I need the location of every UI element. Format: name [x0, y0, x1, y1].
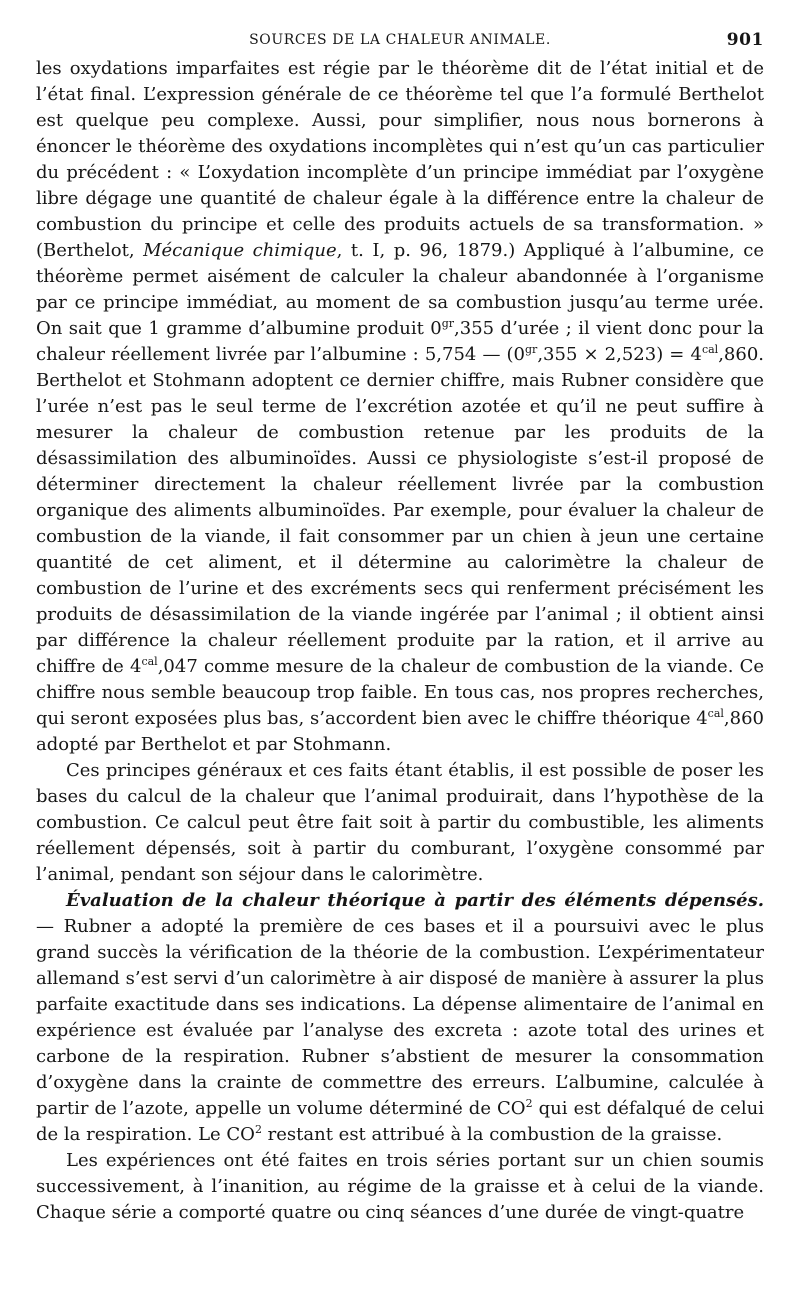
unit-superscript: gr — [525, 343, 538, 356]
unit-superscript: gr — [441, 317, 455, 330]
text-span: restant est attribué à la combustion de la graisse. — [261, 1124, 723, 1145]
text-span: ,860 adopté par Berthelot et par Stohmann. — [36, 708, 764, 755]
text-span: qui est défalqué de celui de la respiration. Le CO — [36, 1098, 764, 1145]
book-title: Mécanique chimique — [143, 240, 337, 261]
running-title: SOURCES DE LA CHALEUR ANIMALE. — [249, 32, 551, 48]
section-heading: Évaluation de la chaleur théorique à partir des éléments dépensés. — [66, 890, 764, 911]
subscript-number: 2 — [254, 1123, 262, 1136]
page-header — [36, 30, 764, 56]
body-text — [36, 56, 764, 1226]
text-span: ,860. Berthelot et Stohmann adoptent ce dernier chiffre, mais Rubner considère que l’urée n’est pas le seul terme de l’excrétion azotée et qu’il ne peut suffire à mesurer la chaleur de combustion retenue par les produits de la désassimilation des albuminoïdes. Aussi ce physiologiste s’est-il proposé de déterminer directement la chaleur réellement livrée par la combustion organique des aliments albuminoïdes. Par exemple, pour évaluer la chaleur de combustion de la viande, il fait consommer par un chien à jeun une certaine quantité de cet aliment, et il détermine au calorimètre la chaleur de combustion de l’urine et des excréments secs qui renferment précisément les produits de désassimilation de la viande ingérée par l’animal ; il obtient ainsi par différence la chaleur réellement produite par la ration, et il arrive au chiffre de 4 — [36, 344, 764, 677]
unit-superscript: cal — [141, 655, 158, 668]
unit-superscript: cal — [701, 343, 719, 356]
text-span: , t. I, p. 96, 1879.) Appliqué à l’albumine, ce théorème permet aisément de calculer la chaleur abandonnée à l’organisme par ce principe immédiat, au moment de sa combustion jusqu’au terme urée. On sait que 1 gramme d’albumine produit 0 — [36, 240, 765, 339]
text-span: ,047 comme mesure de la chaleur de combustion de la viande. Ce chiffre nous semble beaucoup trop faible. En tous cas, nos propres recherches, qui seront exposées plus bas, s’accordent bien avec le chiffre théorique 4 — [36, 656, 765, 729]
paragraph-1 — [36, 56, 764, 758]
subscript-number: 2 — [525, 1097, 533, 1110]
unit-superscript: cal — [707, 707, 724, 720]
text-span: — Rubner a adopté la première de ces bases et il a poursuivi avec le plus grand succès la vérification de la théorie de la combustion. L’expérimentateur allemand s’est servi d’un calorimètre à air disposé de manière à assurer la plus parfaite exactitude dans ses indications. La dépense alimentaire de l’animal en expérience est évaluée par l’analyse des excreta : azote total des urines et carbone de la respiration. Rubner s’abstient de mesurer la consommation d’oxygène dans la crainte de commettre des erreurs. L’albumine, calculée à partir de l’azote, appelle un volume déterminé de CO — [36, 916, 764, 1119]
text-span: ,355 d’urée ; il vient donc pour la chaleur réellement livrée par l’albumine : 5,754 — (0 — [36, 318, 765, 365]
text-span: les oxydations imparfaites est régie par le théorème dit de l’état initial et de l’état final. L’expression générale de ce théorème tel que l’a formulé Berthelot est quelque peu complexe. Aussi, pour simplifier, nous nous bornerons à énoncer le théorème des oxydations incomplètes qui n’est qu’un cas particulier du précédent : « L’oxydation incomplète d’un principe immédiat par l’oxygène libre dégage une quantité de chaleur égale à la différence entre la chaleur de combustion du principe et celle des produits actuels de sa transformation. » (Berthelot, — [36, 58, 764, 261]
paragraph-2: Ces principes généraux et ces faits étant établis, il est possible de poser les bases du calcul de la chaleur que l’animal produirait, dans l’hypothèse de la combustion. Ce calcul peut être fait soit à partir du combustible, les aliments réellement dépensés, soit à partir du comburant, l’oxygène consommé par l’animal, pendant son séjour dans le calorimètre. — [36, 760, 764, 885]
paragraph-3 — [36, 888, 764, 1148]
page-number: 901 — [726, 30, 764, 50]
paragraph-4: Les expériences ont été faites en trois séries portant sur un chien soumis successivement, à l’inanition, au régime de la graisse et à celui de la viande. Chaque série a comporté quatre ou cinq séances d’une durée de vingt-quatre — [36, 1150, 764, 1223]
text-span: ,355 × 2,523) = 4 — [537, 344, 702, 365]
